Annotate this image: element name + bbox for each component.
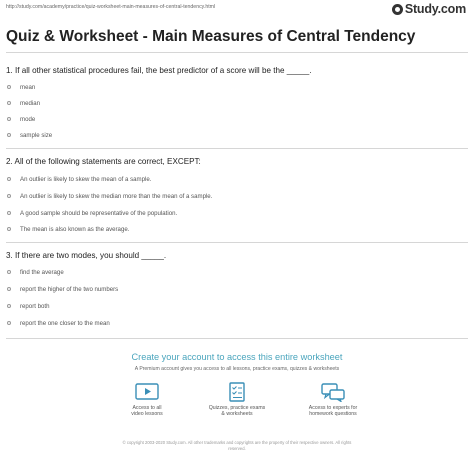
feature-label-line1: Access to experts for bbox=[308, 405, 358, 411]
option-label: mean bbox=[20, 83, 36, 91]
radio-button[interactable] bbox=[7, 304, 11, 308]
radio-button[interactable] bbox=[7, 270, 11, 274]
q3-option-2[interactable] bbox=[6, 282, 118, 296]
option-label: An outlier is likely to skew the mean of a sample. bbox=[20, 175, 152, 183]
study-logo-icon bbox=[392, 4, 403, 15]
radio-button[interactable] bbox=[7, 133, 11, 137]
question-1: 1. If all other statistical procedures fail, the best predictor of a score will be the _____. bbox=[6, 66, 312, 75]
option-label: An outlier is likely to skew the median more than the mean of a sample. bbox=[20, 192, 213, 200]
radio-button[interactable] bbox=[7, 117, 11, 121]
feature-video-lessons bbox=[102, 382, 192, 418]
option-label: find the average bbox=[20, 268, 64, 276]
radio-button[interactable] bbox=[7, 194, 11, 198]
section-divider bbox=[6, 338, 468, 339]
page-url: http://study.com/academy/practice/quiz-worksheet-main-measures-of-central-tendency.html bbox=[6, 4, 216, 10]
copyright-line2: reserved. bbox=[228, 446, 246, 451]
question-3: 3. If there are two modes, you should _____. bbox=[6, 251, 167, 260]
title-divider bbox=[6, 52, 468, 53]
q2-option-4[interactable] bbox=[6, 222, 129, 236]
q2-option-1[interactable] bbox=[6, 172, 151, 186]
q1-option-3[interactable] bbox=[6, 112, 35, 126]
radio-button[interactable] bbox=[7, 85, 11, 89]
radio-button[interactable] bbox=[7, 227, 11, 231]
page-title: Quiz & Worksheet - Main Measures of Central Tendency bbox=[6, 28, 416, 45]
copyright-footer bbox=[0, 440, 474, 452]
q3-option-4[interactable] bbox=[6, 316, 110, 330]
study-logo[interactable] bbox=[392, 2, 466, 16]
question-divider bbox=[6, 148, 468, 149]
radio-button[interactable] bbox=[7, 287, 11, 291]
study-logo-text: Study.com bbox=[404, 2, 466, 16]
feature-quizzes bbox=[192, 382, 282, 418]
copyright-line1: © copyright 2003-2020 Study.com. All other trademarks and copyrights are the property of their respective owners. All rights bbox=[122, 440, 352, 445]
q2-option-3[interactable] bbox=[6, 206, 177, 220]
option-label: mode bbox=[20, 115, 36, 123]
radio-button[interactable] bbox=[7, 321, 11, 325]
expert-icon bbox=[320, 382, 346, 402]
question-2: 2. All of the following statements are correct, EXCEPT: bbox=[6, 157, 201, 166]
feature-experts bbox=[288, 382, 378, 418]
top-bar bbox=[0, 0, 474, 14]
question-divider bbox=[6, 242, 468, 243]
promo-title[interactable]: Create your account to access this entire worksheet bbox=[131, 352, 343, 362]
feature-label-line1: Quizzes, practice exams bbox=[208, 405, 266, 411]
q3-option-1[interactable] bbox=[6, 265, 64, 279]
q1-option-2[interactable] bbox=[6, 96, 40, 110]
q1-option-4[interactable] bbox=[6, 128, 52, 142]
feature-label-line2: & worksheets bbox=[221, 411, 253, 418]
option-label: The mean is also known as the average. bbox=[20, 225, 130, 233]
radio-button[interactable] bbox=[7, 211, 11, 215]
q1-option-1[interactable] bbox=[6, 80, 35, 94]
option-label: report the one closer to the mean bbox=[20, 319, 110, 327]
q2-option-2[interactable] bbox=[6, 189, 212, 203]
quiz-icon bbox=[224, 382, 250, 402]
feature-label-line2: video lessons bbox=[131, 411, 163, 418]
option-label: median bbox=[20, 99, 40, 107]
option-label: report both bbox=[20, 302, 50, 310]
video-icon bbox=[134, 382, 160, 402]
feature-label-line2: homework questions bbox=[309, 411, 357, 418]
option-label: report the higher of the two numbers bbox=[20, 285, 119, 293]
feature-label-line1: Access to all bbox=[132, 405, 162, 411]
radio-button[interactable] bbox=[7, 177, 11, 181]
radio-button[interactable] bbox=[7, 101, 11, 105]
option-label: sample size bbox=[20, 131, 53, 139]
q3-option-3[interactable] bbox=[6, 299, 49, 313]
option-label: A good sample should be representative of the population. bbox=[20, 209, 178, 217]
promo-subtitle: A Premium account gives you access to all lessons, practice exams, quizzes & worksheets bbox=[134, 366, 340, 372]
